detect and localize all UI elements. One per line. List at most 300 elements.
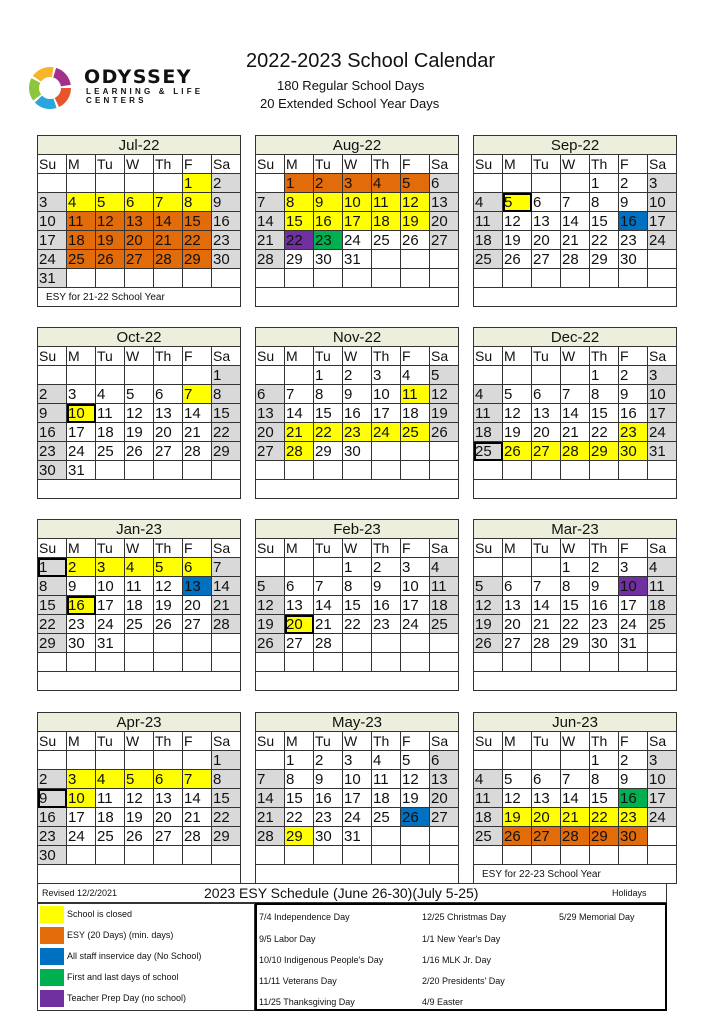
day-cell: 2	[67, 558, 96, 577]
day-cell	[474, 558, 503, 577]
day-cell: 5	[96, 193, 125, 212]
day-cell: 20	[503, 615, 532, 634]
day-cell: 24	[38, 250, 67, 269]
day-cell: 4	[474, 193, 503, 212]
day-cell	[125, 846, 154, 865]
day-cell	[67, 846, 96, 865]
day-cell: 23	[619, 808, 648, 827]
day-cell: 14	[314, 596, 343, 615]
weekday-header: W	[125, 155, 154, 174]
weekday-header: F	[401, 539, 430, 558]
legend-item	[38, 988, 254, 1009]
day-cell	[183, 751, 212, 770]
day-cell: 5	[256, 577, 285, 596]
day-cell: 28	[561, 250, 590, 269]
weekday-header: Sa	[648, 155, 677, 174]
weekday-header: F	[183, 732, 212, 751]
revised-date: Revised 12/2/2021	[42, 888, 118, 898]
day-cell: 8	[590, 193, 619, 212]
day-cell	[38, 653, 67, 672]
weekday-header: Th	[154, 155, 183, 174]
day-cell: 19	[503, 231, 532, 250]
month-title: Jun-23	[474, 713, 677, 732]
day-cell: 30	[38, 461, 67, 480]
day-cell	[154, 634, 183, 653]
day-cell: 2	[590, 558, 619, 577]
day-cell	[503, 846, 532, 865]
weekday-header: M	[503, 732, 532, 751]
day-cell	[561, 269, 590, 288]
day-cell: 8	[590, 385, 619, 404]
day-cell	[430, 269, 459, 288]
day-cell: 8	[561, 577, 590, 596]
day-cell: 9	[619, 770, 648, 789]
day-cell	[372, 461, 401, 480]
day-cell: 7	[183, 385, 212, 404]
day-cell: 9	[372, 577, 401, 596]
day-cell: 25	[474, 442, 503, 461]
day-cell	[532, 269, 561, 288]
month-note	[474, 480, 677, 499]
day-cell	[532, 653, 561, 672]
logo	[22, 62, 202, 114]
day-cell: 15	[285, 212, 314, 231]
day-cell: 26	[125, 827, 154, 846]
day-cell: 6	[256, 385, 285, 404]
day-cell: 22	[212, 808, 241, 827]
month-note	[474, 672, 677, 691]
day-cell: 19	[154, 596, 183, 615]
day-cell: 28	[154, 250, 183, 269]
day-cell: 12	[401, 770, 430, 789]
day-cell: 7	[561, 770, 590, 789]
day-cell	[619, 461, 648, 480]
day-cell: 16	[619, 404, 648, 423]
day-cell: 10	[38, 212, 67, 231]
day-cell: 21	[212, 596, 241, 615]
day-cell	[474, 269, 503, 288]
day-cell: 6	[285, 577, 314, 596]
weekday-header: Sa	[212, 155, 241, 174]
day-cell	[430, 634, 459, 653]
day-cell: 17	[648, 789, 677, 808]
day-cell	[430, 461, 459, 480]
month-title: Jul-22	[38, 136, 241, 155]
day-cell: 17	[67, 423, 96, 442]
weekday-header: M	[67, 155, 96, 174]
day-cell: 10	[67, 404, 96, 423]
day-cell: 9	[38, 789, 67, 808]
month-table	[37, 327, 241, 499]
day-cell: 21	[183, 808, 212, 827]
day-cell: 1	[183, 174, 212, 193]
day-cell	[212, 634, 241, 653]
day-cell	[343, 846, 372, 865]
day-cell: 15	[343, 596, 372, 615]
day-cell: 21	[183, 423, 212, 442]
day-cell: 27	[285, 634, 314, 653]
month-table	[473, 519, 677, 691]
day-cell: 22	[38, 615, 67, 634]
day-cell: 18	[474, 423, 503, 442]
day-cell: 11	[474, 789, 503, 808]
day-cell	[372, 634, 401, 653]
day-cell	[285, 558, 314, 577]
day-cell: 6	[503, 577, 532, 596]
month-table	[255, 519, 459, 691]
weekday-header: Th	[154, 347, 183, 366]
weekday-header: Tu	[532, 347, 561, 366]
day-cell: 15	[561, 596, 590, 615]
day-cell: 6	[430, 174, 459, 193]
day-cell	[503, 653, 532, 672]
day-cell: 4	[372, 751, 401, 770]
month-table	[255, 135, 459, 307]
day-cell	[401, 653, 430, 672]
day-cell: 16	[212, 212, 241, 231]
day-cell: 13	[256, 404, 285, 423]
weekday-header: Tu	[96, 732, 125, 751]
day-cell: 12	[125, 404, 154, 423]
weekday-header: Tu	[96, 155, 125, 174]
day-cell: 12	[430, 385, 459, 404]
day-cell: 15	[314, 404, 343, 423]
day-cell: 3	[648, 174, 677, 193]
day-cell: 13	[503, 596, 532, 615]
day-cell: 11	[96, 789, 125, 808]
day-cell	[561, 846, 590, 865]
day-cell: 1	[590, 751, 619, 770]
day-cell: 22	[590, 423, 619, 442]
day-cell: 20	[532, 808, 561, 827]
day-cell	[503, 174, 532, 193]
day-cell: 8	[38, 577, 67, 596]
day-cell: 16	[372, 596, 401, 615]
day-cell: 20	[154, 423, 183, 442]
day-cell	[256, 653, 285, 672]
day-cell: 3	[343, 751, 372, 770]
day-cell	[532, 461, 561, 480]
legend	[37, 903, 255, 1011]
day-cell: 1	[212, 751, 241, 770]
day-cell: 12	[503, 404, 532, 423]
day-cell	[183, 366, 212, 385]
weekday-header: Tu	[314, 155, 343, 174]
day-cell	[212, 846, 241, 865]
weekday-header: W	[343, 155, 372, 174]
day-cell: 22	[212, 423, 241, 442]
day-cell: 2	[314, 174, 343, 193]
legend-swatch	[40, 906, 64, 923]
day-cell: 29	[212, 442, 241, 461]
day-cell: 29	[285, 250, 314, 269]
day-cell: 28	[285, 442, 314, 461]
day-cell	[314, 653, 343, 672]
weekday-header: Sa	[648, 539, 677, 558]
day-cell: 21	[561, 808, 590, 827]
weekday-header: Th	[590, 347, 619, 366]
day-cell: 9	[619, 385, 648, 404]
day-cell: 2	[619, 174, 648, 193]
day-cell: 26	[125, 442, 154, 461]
month-title: Nov-22	[256, 328, 459, 347]
month-note: ESY for 22-23 School Year	[474, 865, 677, 884]
day-cell	[401, 250, 430, 269]
month-note	[474, 288, 677, 307]
day-cell: 28	[256, 250, 285, 269]
day-cell: 4	[401, 366, 430, 385]
legend-label: ESY (20 Days) (min. days)	[67, 930, 174, 940]
weekday-header: F	[401, 732, 430, 751]
weekday-header: Tu	[532, 539, 561, 558]
day-cell: 17	[372, 404, 401, 423]
weekday-header: M	[285, 347, 314, 366]
esy-schedule: 2023 ESY Schedule (June 26-30)(July 5-25)	[204, 885, 479, 901]
day-cell: 30	[314, 250, 343, 269]
day-cell: 22	[590, 808, 619, 827]
day-cell: 4	[430, 558, 459, 577]
day-cell: 13	[154, 789, 183, 808]
day-cell	[532, 846, 561, 865]
day-cell: 25	[125, 615, 154, 634]
day-cell: 12	[256, 596, 285, 615]
day-cell: 26	[503, 250, 532, 269]
day-cell	[285, 269, 314, 288]
day-cell	[648, 653, 677, 672]
weekday-header: Sa	[430, 155, 459, 174]
day-cell	[256, 366, 285, 385]
weekday-header: F	[183, 539, 212, 558]
day-cell: 13	[532, 404, 561, 423]
day-cell: 6	[532, 193, 561, 212]
day-cell: 16	[619, 789, 648, 808]
day-cell: 14	[256, 212, 285, 231]
day-cell: 3	[372, 366, 401, 385]
day-cell: 2	[619, 751, 648, 770]
day-cell	[648, 461, 677, 480]
day-cell: 18	[372, 212, 401, 231]
day-cell: 5	[401, 174, 430, 193]
day-cell: 2	[619, 366, 648, 385]
day-cell: 18	[125, 596, 154, 615]
day-cell	[38, 751, 67, 770]
day-cell	[212, 461, 241, 480]
legend-label: All staff inservice day (No School)	[67, 951, 202, 961]
day-cell: 5	[474, 577, 503, 596]
day-cell	[648, 250, 677, 269]
day-cell: 17	[343, 789, 372, 808]
day-cell: 17	[67, 808, 96, 827]
day-cell: 12	[503, 212, 532, 231]
day-cell: 16	[38, 423, 67, 442]
day-cell: 24	[343, 231, 372, 250]
day-cell	[314, 846, 343, 865]
day-cell: 28	[561, 827, 590, 846]
day-cell	[67, 269, 96, 288]
month-table	[255, 327, 459, 499]
day-cell: 1	[314, 366, 343, 385]
month-note	[256, 480, 459, 499]
weekday-header: F	[401, 347, 430, 366]
month-title: Dec-22	[474, 328, 677, 347]
day-cell: 1	[38, 558, 67, 577]
day-cell: 20	[125, 231, 154, 250]
day-cell	[430, 250, 459, 269]
day-cell: 4	[96, 385, 125, 404]
day-cell	[183, 846, 212, 865]
day-cell: 17	[648, 212, 677, 231]
day-cell: 14	[561, 212, 590, 231]
day-cell: 31	[619, 634, 648, 653]
day-cell: 1	[590, 366, 619, 385]
day-cell: 1	[343, 558, 372, 577]
day-cell: 6	[125, 193, 154, 212]
day-cell: 10	[648, 193, 677, 212]
day-cell: 19	[503, 808, 532, 827]
day-cell: 16	[314, 789, 343, 808]
weekday-header: W	[561, 732, 590, 751]
day-cell: 18	[96, 423, 125, 442]
day-cell: 1	[561, 558, 590, 577]
weekday-header: Th	[590, 732, 619, 751]
weekday-header: Sa	[648, 732, 677, 751]
day-cell: 1	[590, 174, 619, 193]
weekday-header: Su	[474, 155, 503, 174]
day-cell: 27	[430, 231, 459, 250]
day-cell: 2	[372, 558, 401, 577]
day-cell: 21	[561, 423, 590, 442]
day-cell: 25	[401, 423, 430, 442]
day-cell	[154, 846, 183, 865]
month-title: Mar-23	[474, 520, 677, 539]
day-cell: 23	[38, 827, 67, 846]
day-cell: 10	[648, 385, 677, 404]
day-cell	[285, 846, 314, 865]
weekday-header: Th	[372, 732, 401, 751]
day-cell: 16	[314, 212, 343, 231]
day-cell: 5	[430, 366, 459, 385]
day-cell	[590, 653, 619, 672]
day-cell: 11	[67, 212, 96, 231]
day-cell: 22	[314, 423, 343, 442]
day-cell	[401, 846, 430, 865]
day-cell: 11	[372, 193, 401, 212]
day-cell: 5	[125, 770, 154, 789]
day-cell	[619, 653, 648, 672]
day-cell: 28	[532, 634, 561, 653]
day-cell: 13	[532, 212, 561, 231]
day-cell: 29	[314, 442, 343, 461]
day-cell: 11	[474, 404, 503, 423]
day-cell: 20	[532, 231, 561, 250]
day-cell: 19	[401, 789, 430, 808]
day-cell: 26	[154, 615, 183, 634]
day-cell	[474, 174, 503, 193]
day-cell: 29	[590, 827, 619, 846]
day-cell	[125, 269, 154, 288]
day-cell	[67, 751, 96, 770]
day-cell	[372, 269, 401, 288]
day-cell	[67, 366, 96, 385]
day-cell: 23	[314, 231, 343, 250]
weekday-header: W	[343, 732, 372, 751]
holiday-item: 10/10 Indigenous People's Day	[259, 955, 384, 965]
day-cell	[154, 751, 183, 770]
weekday-header: Tu	[532, 732, 561, 751]
weekday-header: Tu	[314, 732, 343, 751]
day-cell: 20	[256, 423, 285, 442]
month-note	[38, 672, 241, 691]
day-cell: 17	[96, 596, 125, 615]
day-cell: 15	[590, 404, 619, 423]
day-cell: 26	[401, 231, 430, 250]
day-cell: 10	[372, 385, 401, 404]
day-cell: 27	[532, 250, 561, 269]
day-cell: 24	[96, 615, 125, 634]
day-cell	[96, 461, 125, 480]
day-cell: 24	[648, 423, 677, 442]
day-cell: 25	[372, 231, 401, 250]
day-cell	[532, 174, 561, 193]
day-cell	[212, 269, 241, 288]
day-cell	[154, 174, 183, 193]
month-table	[255, 712, 459, 884]
day-cell: 3	[38, 193, 67, 212]
day-cell	[474, 846, 503, 865]
day-cell: 3	[401, 558, 430, 577]
day-cell: 7	[154, 193, 183, 212]
day-cell: 25	[96, 442, 125, 461]
day-cell	[372, 442, 401, 461]
day-cell: 30	[619, 827, 648, 846]
day-cell: 6	[532, 770, 561, 789]
day-cell: 25	[430, 615, 459, 634]
month-title: Apr-23	[38, 713, 241, 732]
day-cell: 6	[183, 558, 212, 577]
day-cell: 26	[430, 423, 459, 442]
day-cell	[503, 461, 532, 480]
day-cell: 9	[212, 193, 241, 212]
day-cell: 23	[212, 231, 241, 250]
weekday-header: W	[561, 347, 590, 366]
legend-item	[38, 946, 254, 967]
day-cell	[256, 751, 285, 770]
esy-days-subtitle: 20 Extended School Year Days	[260, 96, 440, 111]
day-cell	[343, 269, 372, 288]
page-title: 2022-2023 School Calendar	[246, 50, 496, 72]
day-cell: 18	[67, 231, 96, 250]
day-cell: 2	[38, 770, 67, 789]
day-cell: 3	[67, 385, 96, 404]
day-cell: 21	[532, 615, 561, 634]
weekday-header: M	[503, 347, 532, 366]
day-cell: 24	[648, 808, 677, 827]
holiday-item: 7/4 Independence Day	[259, 912, 350, 922]
day-cell: 30	[67, 634, 96, 653]
regular-days-subtitle: 180 Regular School Days	[277, 78, 425, 93]
day-cell: 29	[212, 827, 241, 846]
day-cell	[96, 846, 125, 865]
legend-swatch	[40, 990, 64, 1007]
day-cell: 8	[314, 385, 343, 404]
holiday-item: 11/11 Veterans Day	[259, 976, 337, 986]
month-table	[473, 712, 677, 884]
month-table	[473, 327, 677, 499]
month-note	[256, 672, 459, 691]
day-cell: 13	[430, 193, 459, 212]
weekday-header: Sa	[212, 732, 241, 751]
day-cell: 17	[648, 404, 677, 423]
